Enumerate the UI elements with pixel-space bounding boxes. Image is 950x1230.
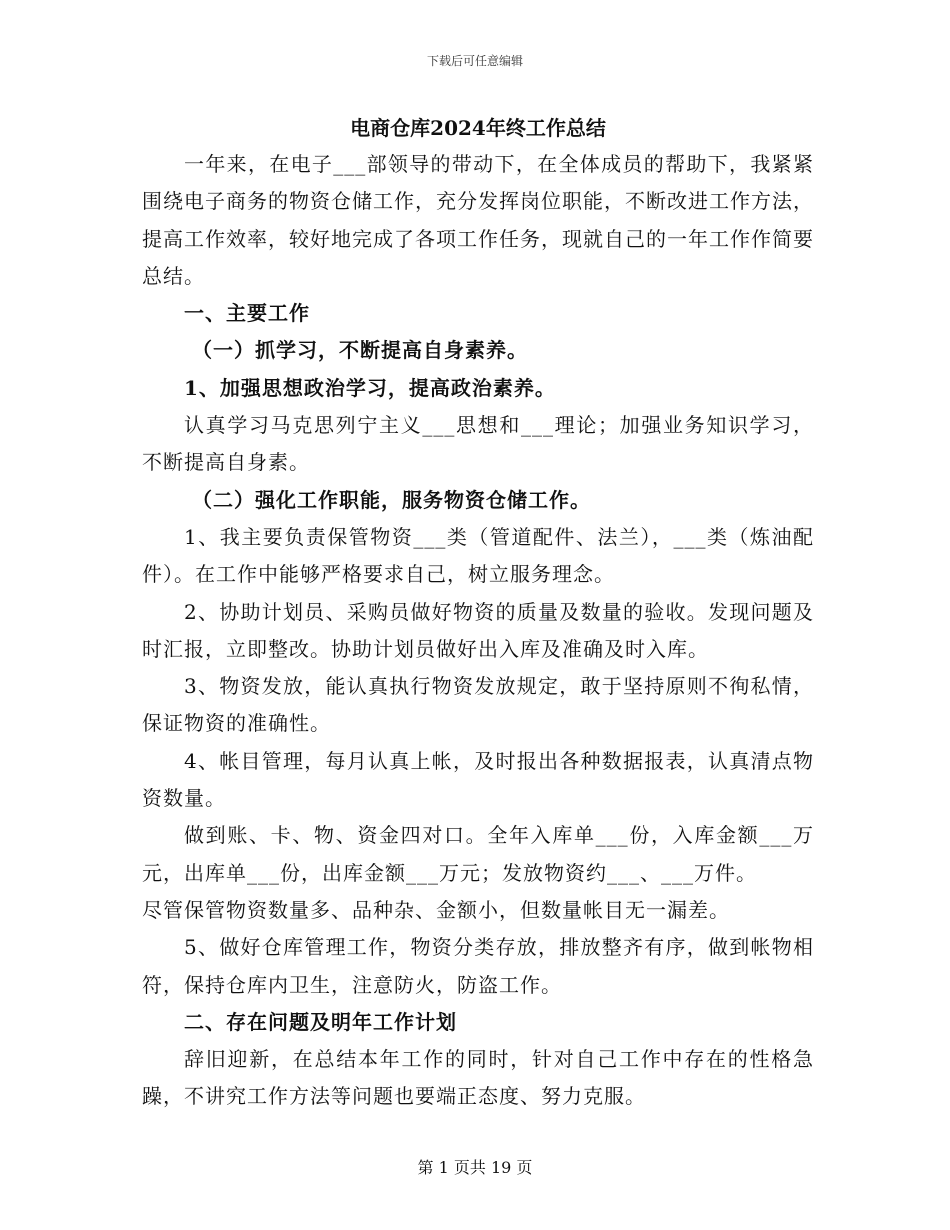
item-heading-political-study: 1、加强思想政治学习，提高政治素养。 bbox=[184, 375, 556, 400]
page-footer-pagination: 第 1 页共 19 页 bbox=[417, 1158, 533, 1177]
subsection-heading-study: （一）抓学习，不断提高自身素养。 bbox=[192, 338, 528, 363]
paragraph-duty-4: 4、帐目管理，每月认真上帐，及时报出各种数据报表，认真清点物资数量。 bbox=[142, 748, 814, 811]
intro-paragraph: 一年来，在电子___部领导的带动下，在全体成员的帮助下，我紧紧围绕电子商务的物资仓储工作，充分发挥岗位职能，不断改进工作方法，提高工作效率，较好地完成了各项工作任务，现就自己的一年工作作简要总结。 bbox=[142, 152, 814, 288]
document-body bbox=[142, 110, 814, 1116]
paragraph-duty-3: 3、物资发放，能认真执行物资发放规定，敢于坚持原则不徇私情，保证物资的准确性。 bbox=[142, 674, 814, 736]
section-heading-main-work: 一、主要工作 bbox=[184, 301, 310, 326]
paragraph-problems: 辞旧迎新，在总结本年工作的同时，针对自己工作中存在的性格急躁，不讲究工作方法等问题也要端正态度、努力克服。 bbox=[142, 1047, 814, 1109]
paragraph-inventory-stats: 做到账、卡、物、资金四对口。全年入库单___份，入库金额___万元，出库单___份，出库金额___万元；发放物资约___、___万件。 bbox=[142, 823, 814, 885]
paragraph-study-detail: 认真学习马克思列宁主义___思想和___理论；加强业务知识学习，不断提高自身素。 bbox=[142, 413, 814, 475]
paragraph-duty-1: 1、我主要负责保管物资___类（管道配件、法兰），___类（炼油配件）。在工作中能够严格要求自己，树立服务理念。 bbox=[142, 524, 814, 587]
subsection-heading-duties: （二）强化工作职能，服务物资仓储工作。 bbox=[192, 487, 591, 512]
paragraph-accuracy: 尽管保管物资数量多、品种杂、金额小，但数量帐目无一漏差。 bbox=[142, 897, 730, 922]
section-heading-problems-plan: 二、存在问题及明年工作计划 bbox=[184, 1009, 457, 1034]
document-title: 电商仓库2024年终工作总结 bbox=[350, 116, 606, 140]
paragraph-duty-2: 2、协助计划员、采购员做好物资的质量及数量的验收。发现问题及时汇报，立即整改。协助计划员做好出入库及准确及时入库。 bbox=[142, 599, 814, 661]
page-header-note: 下载后可任意编辑 bbox=[426, 54, 523, 68]
paragraph-duty-5: 5、做好仓库管理工作，物资分类存放，排放整齐有序，做到帐物相符，保持仓库内卫生，注意防火，防盗工作。 bbox=[142, 935, 814, 997]
